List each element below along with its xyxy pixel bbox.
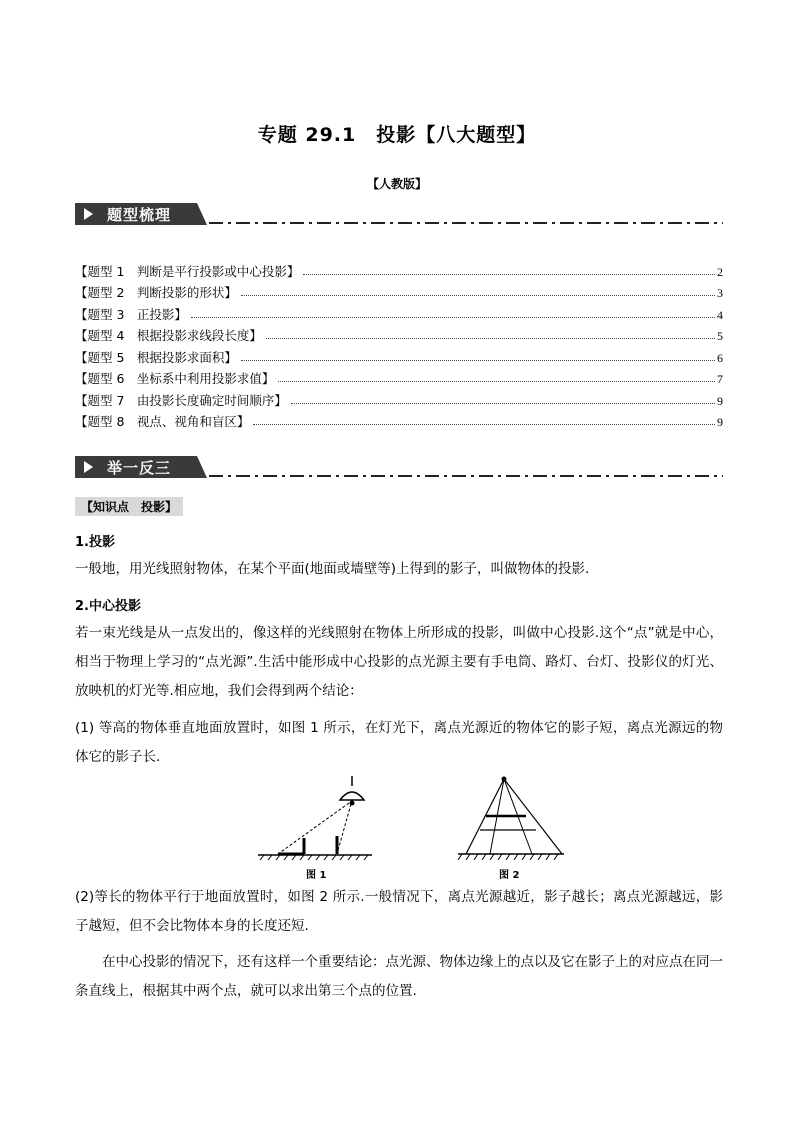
toc-item[interactable] xyxy=(75,280,723,302)
paragraph-conclusion-1: (1) 等高的物体垂直地面放置时，如图 1 所示，在灯光下，离点光源近的物体它的影子短，离点光源远的物体它的影子长. xyxy=(75,720,723,765)
section-title: 举一反三 xyxy=(107,459,172,477)
toc-item-label: 【题型 2 判断投影的形状】 xyxy=(75,285,237,300)
toc-page-number: 9 xyxy=(717,393,723,408)
section-title: 题型梳理 xyxy=(107,206,172,224)
toc-page-number: 4 xyxy=(717,307,723,322)
heading-projection: 1.投影 xyxy=(75,535,115,550)
toc-page-number: 9 xyxy=(717,415,723,429)
toc-item-label: 【题型 7 由投影长度确定时间顺序】 xyxy=(75,392,287,408)
toc-item-label: 【题型 4 根据投影求线段长度】 xyxy=(75,328,262,343)
figure-1-caption: 图 1 xyxy=(306,870,327,881)
section-header-practice xyxy=(75,454,723,480)
toc-page-number: 6 xyxy=(717,350,723,365)
toc-leader xyxy=(241,294,715,296)
toc-item[interactable] xyxy=(75,387,723,409)
toc-leader xyxy=(291,402,715,404)
toc-leader xyxy=(278,380,715,382)
toc-item-label: 【题型 6 坐标系中利用投影求值】 xyxy=(75,371,275,386)
toc-item[interactable] xyxy=(75,258,723,280)
section-header-toc xyxy=(75,201,723,227)
toc-item[interactable] xyxy=(75,344,723,366)
page-title: 专题 29.1 投影【八大题型】 xyxy=(257,124,537,146)
toc-item-label: 【题型 1 判断是平行投影或中心投影】 xyxy=(75,263,300,279)
figure-2-lamp xyxy=(452,774,568,860)
knowledge-point-tag: 【知识点 投影】 xyxy=(75,497,183,516)
heading-central-projection: 2.中心投影 xyxy=(75,599,141,614)
toc-page-number: 5 xyxy=(717,329,723,343)
table-of-contents xyxy=(75,258,723,430)
toc-page-number: 7 xyxy=(717,372,723,386)
paragraph-projection-def: 一般地，用光线照射物体，在某个平面(地面或墙壁等)上得到的影子，叫做物体的投影. xyxy=(75,561,590,577)
toc-leader xyxy=(303,273,715,275)
section-header-graphic xyxy=(75,454,723,480)
paragraph-conclusion-2: (2)等长的物体平行于地面放置时，如图 2 所示.一般情况下，离点光源越近，影子越长；离点光源越远，影子越短，但不会比物体本身的长度还短. xyxy=(75,889,723,934)
paragraph-collinear-conclusion: 在中心投影的情况下，还有这样一个重要结论：点光源、物体边缘上的点以及它在影子上的对应点在同一条直线上，根据其中两个点，就可以求出第三个点的位置. xyxy=(75,954,723,999)
toc-leader xyxy=(191,316,715,318)
section-header-graphic xyxy=(75,201,723,227)
edition-label: 【人教版】 xyxy=(366,177,427,191)
toc-item[interactable] xyxy=(75,323,723,345)
toc-leader xyxy=(241,359,715,361)
toc-item-label: 【题型 3 正投影】 xyxy=(75,306,187,322)
toc-item[interactable] xyxy=(75,409,723,431)
toc-item-label: 【题型 5 根据投影求面积】 xyxy=(75,349,237,365)
toc-page-number: 3 xyxy=(717,286,723,300)
figure-2-caption: 图 2 xyxy=(499,870,520,881)
toc-leader xyxy=(266,337,715,339)
toc-leader xyxy=(253,423,715,425)
toc-page-number: 2 xyxy=(717,264,723,279)
figure-1-lamp xyxy=(256,776,376,860)
paragraph-central-projection: 若一束光线是从一点发出的，像这样的光线照射在物体上所形成的投影，叫做中心投影.这个“点”就是中心，相当于物理上学习的“点光源”.生活中能形成中心投影的点光源主要有手电筒、路灯、台灯、投影仪的灯光、放映机的灯光等.相应地，我们会得到两个结论： xyxy=(75,625,723,699)
toc-item[interactable] xyxy=(75,366,723,388)
toc-item[interactable] xyxy=(75,301,723,323)
toc-item-label: 【题型 8 视点、视角和盲区】 xyxy=(75,414,250,429)
